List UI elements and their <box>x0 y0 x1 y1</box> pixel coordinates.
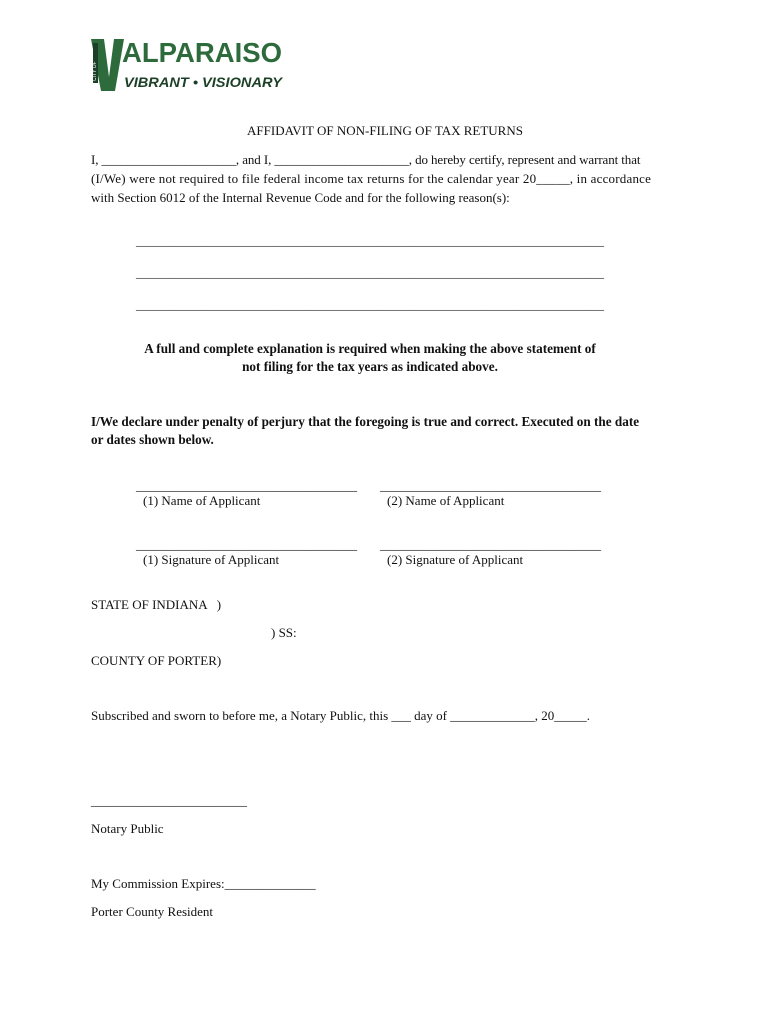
signature-of-applicant-2-label: (2) Signature of Applicant <box>387 552 524 567</box>
logo-tagline: VIBRANT • VISIONARY <box>124 74 284 90</box>
reason-line-3: ________________________________________________________________________ <box>136 297 604 312</box>
name-line-2: __________________________________ <box>380 478 601 493</box>
document-title: AFFIDAVIT OF NON-FILING OF TAX RETURNS <box>247 123 523 138</box>
commission-expires: My Commission Expires:______________ <box>91 876 316 891</box>
notary-public-label: Notary Public <box>91 821 164 836</box>
name-of-applicant-1-label: (1) Name of Applicant <box>143 493 261 508</box>
intro-paragraph <box>91 150 681 207</box>
venue-ss: ) SS: <box>271 625 297 640</box>
explanation-line-1: A full and complete explanation is required when making the above statement of <box>144 341 596 356</box>
logo-side-text: CITY OF <box>92 61 98 81</box>
signature-of-applicant-1-label: (1) Signature of Applicant <box>143 552 280 567</box>
explanation-line-2: not filing for the tax years as indicated above. <box>242 359 498 374</box>
logo-wordmark: ALPARAISO <box>122 37 282 68</box>
signature-line-2: __________________________________ <box>380 537 601 552</box>
subscribed-statement: Subscribed and sworn to before me, a Notary Public, this ___ day of _____________, 20_____. <box>91 708 590 723</box>
venue-county: COUNTY OF PORTER) <box>91 653 222 668</box>
venue-state: STATE OF INDIANA ) <box>91 597 222 612</box>
intro-line-3: with Section 6012 of the Internal Revenue Code and for the following reason(s): <box>91 190 510 205</box>
intro-line-2: (I/We) were not required to file federal income tax returns for the calendar year 20_____, in accordance <box>91 171 652 186</box>
reason-line-2: ________________________________________________________________________ <box>136 265 604 280</box>
intro-line-1: I, _____________________, and I, _____________________, do hereby certify, represent and warrant that <box>91 152 641 167</box>
declaration-line-2: or dates shown below. <box>91 432 214 447</box>
porter-county-resident: Porter County Resident <box>91 904 214 919</box>
name-line-1: __________________________________ <box>136 478 357 493</box>
reason-line-1: ________________________________________________________________________ <box>136 233 604 248</box>
valparaiso-logo <box>91 37 286 93</box>
notary-signature-line: ________________________ <box>91 793 247 808</box>
valparaiso-logo-graphic <box>91 37 286 93</box>
declaration-line-1: I/We declare under penalty of perjury that the foregoing is true and correct. Executed on the date <box>91 414 640 429</box>
name-of-applicant-2-label: (2) Name of Applicant <box>387 493 505 508</box>
signature-line-1: __________________________________ <box>136 537 357 552</box>
